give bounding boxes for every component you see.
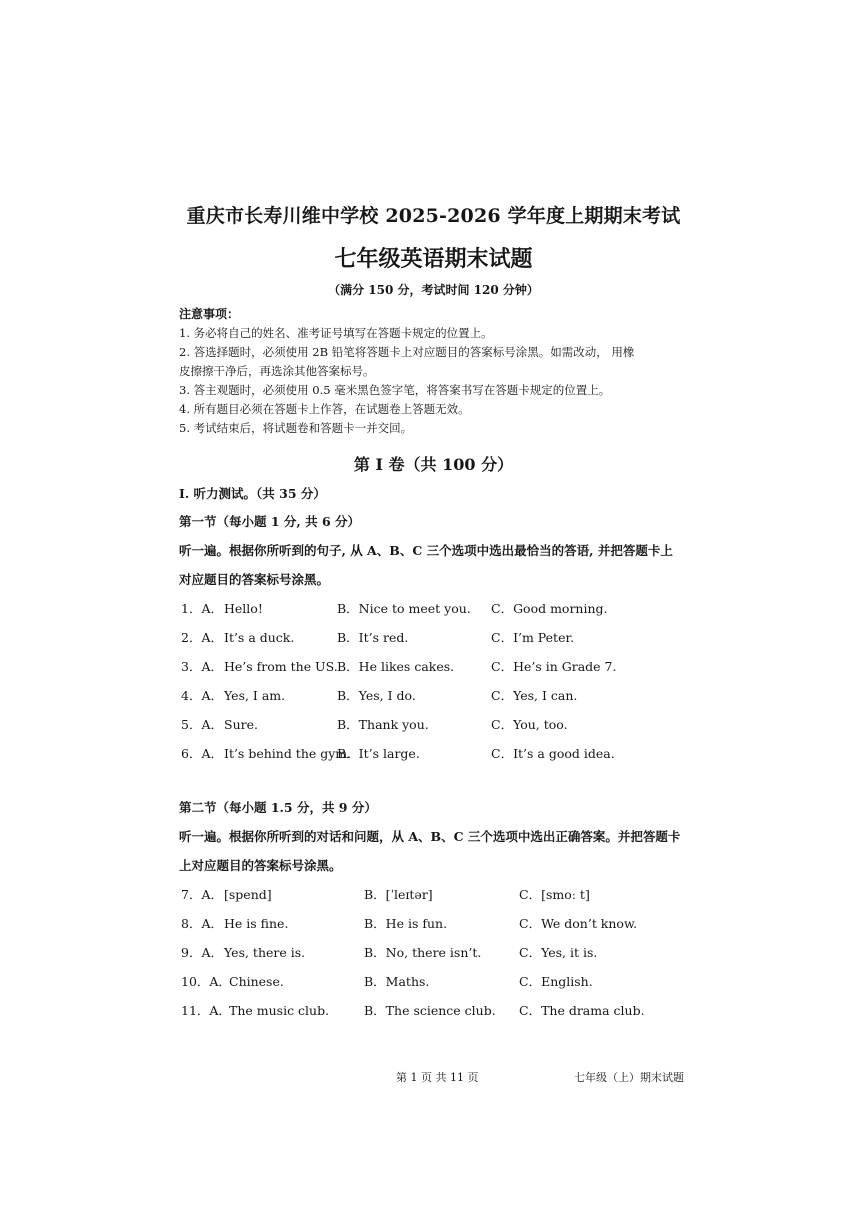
option-b: B．He likes cakes. xyxy=(337,659,455,674)
option-a: [spend] xyxy=(224,887,272,902)
question-number: 11．A． xyxy=(181,1003,231,1018)
paper-name: 七年级（上）期末试题 xyxy=(574,1071,684,1084)
question-number: 8．A． xyxy=(181,916,223,931)
option-a: He’s from the US. xyxy=(224,659,338,674)
option-a: He is fine. xyxy=(224,916,289,931)
option-b: B．Thank you. xyxy=(337,717,429,732)
option-a: Chinese. xyxy=(229,974,284,989)
section-1-title: 第一节（每小题 1 分, 共 6 分） xyxy=(179,514,361,529)
option-c: C．Yes, it is. xyxy=(519,945,598,960)
option-b: B．It’s red. xyxy=(337,630,409,645)
option-b: B．It’s large. xyxy=(337,746,420,761)
part-title: 第 I 卷（共 100 分） xyxy=(353,455,514,474)
option-a: Sure. xyxy=(224,717,258,732)
section-1 xyxy=(179,480,699,768)
question-row xyxy=(179,880,699,909)
question-row xyxy=(179,996,699,1025)
option-c: C．We don’t know. xyxy=(519,916,638,931)
option-a: It’s a duck. xyxy=(224,630,295,645)
question-number: 4．A． xyxy=(181,688,223,703)
option-b: B．Yes, I do. xyxy=(337,688,416,703)
question-number: 2．A． xyxy=(181,630,223,645)
notes-section xyxy=(179,305,699,438)
question-row xyxy=(179,681,699,710)
section-2-instruction: 听一遍。根据你所听到的对话和问题，从 A、B、C 三个选项中选出正确答案。并把答题卡 xyxy=(179,829,681,844)
question-row xyxy=(179,739,699,768)
option-a: Yes, there is. xyxy=(224,945,306,960)
question-number: 10．A． xyxy=(181,974,231,989)
option-b: B．No, there isn’t. xyxy=(364,945,482,960)
section-1-instruction: 对应题目的答案标号涂黑。 xyxy=(179,572,330,587)
notes-line: 4. 所有题目必须在答题卡上作答，在试题卷上答题无效。 xyxy=(179,402,470,416)
option-c: C．[smoː t] xyxy=(519,887,590,902)
question-row xyxy=(179,594,699,623)
option-a: It’s behind the gym. xyxy=(224,746,352,761)
exam-subtitle: （满分 150 分，考试时间 120 分钟） xyxy=(328,283,539,297)
option-c: C．The drama club. xyxy=(519,1003,645,1018)
notes-line: 皮擦擦干净后，再选涂其他答案标号。 xyxy=(179,364,375,378)
notes-line: 2. 答选择题时，必须使用 2B 铅笔将答题卡上对应题目的答案标号涂黑。如需改动， 用橡 xyxy=(179,345,635,359)
option-b: B．He is fun. xyxy=(364,916,448,931)
option-c: C．English. xyxy=(519,974,593,989)
exam-title: 七年级英语期末试题 xyxy=(334,246,533,272)
question-number: 6．A． xyxy=(181,746,223,761)
question-row xyxy=(179,652,699,681)
option-c: C．Good morning. xyxy=(491,601,608,616)
notes-line: 5. 考试结束后，将试题卷和答题卡一并交回。 xyxy=(179,421,413,435)
option-a: Hello! xyxy=(224,601,263,616)
option-b: B．[ˈleɪtər] xyxy=(364,887,433,902)
page-number: 第 1 页 共 11 页 xyxy=(396,1071,479,1084)
notes-line: 3. 答主观题时，必须使用 0.5 毫米黑色签字笔，将答案书写在答题卡规定的位置上。 xyxy=(179,383,611,397)
question-row xyxy=(179,623,699,652)
question-number: 1．A． xyxy=(181,601,223,616)
section-2 xyxy=(179,794,699,1025)
option-c: C．I’m Peter. xyxy=(491,630,575,645)
section-1-instruction: 听一遍。根据你所听到的句子, 从 A、B、C 三个选项中选出最恰当的答语, 并把答题卡上 xyxy=(179,543,673,558)
section-2-instruction: 上对应题目的答案标号涂黑。 xyxy=(179,858,342,873)
option-b: B．Maths. xyxy=(364,974,430,989)
section-2-title: 第二节（每小题 1.5 分，共 9 分） xyxy=(179,800,377,815)
option-c: C．It’s a good idea. xyxy=(491,746,615,761)
question-row xyxy=(179,938,699,967)
notes-line: 1. 务必将自己的姓名、准考证号填写在答题卡规定的位置上。 xyxy=(179,326,493,340)
school-title: 重庆市长寿川维中学校 2025-2026 学年度上期期末考试 xyxy=(186,205,681,227)
option-c: C．He’s in Grade 7. xyxy=(491,659,617,674)
notes-heading: 注意事项： xyxy=(179,307,240,321)
question-number: 5．A． xyxy=(181,717,223,732)
question-row xyxy=(179,967,699,996)
question-row xyxy=(179,909,699,938)
option-a: The music club. xyxy=(229,1003,330,1018)
question-number: 9．A． xyxy=(181,945,223,960)
option-c: C．Yes, I can. xyxy=(491,688,578,703)
option-a: Yes, I am. xyxy=(224,688,286,703)
question-number: 7．A． xyxy=(181,887,223,902)
question-number: 3．A． xyxy=(181,659,223,674)
option-c: C．You, too. xyxy=(491,717,568,732)
option-b: B．The science club. xyxy=(364,1003,496,1018)
question-row xyxy=(179,710,699,739)
listening-heading: I. 听力测试。（共 35 分） xyxy=(179,486,326,501)
option-b: B．Nice to meet you. xyxy=(337,601,471,616)
